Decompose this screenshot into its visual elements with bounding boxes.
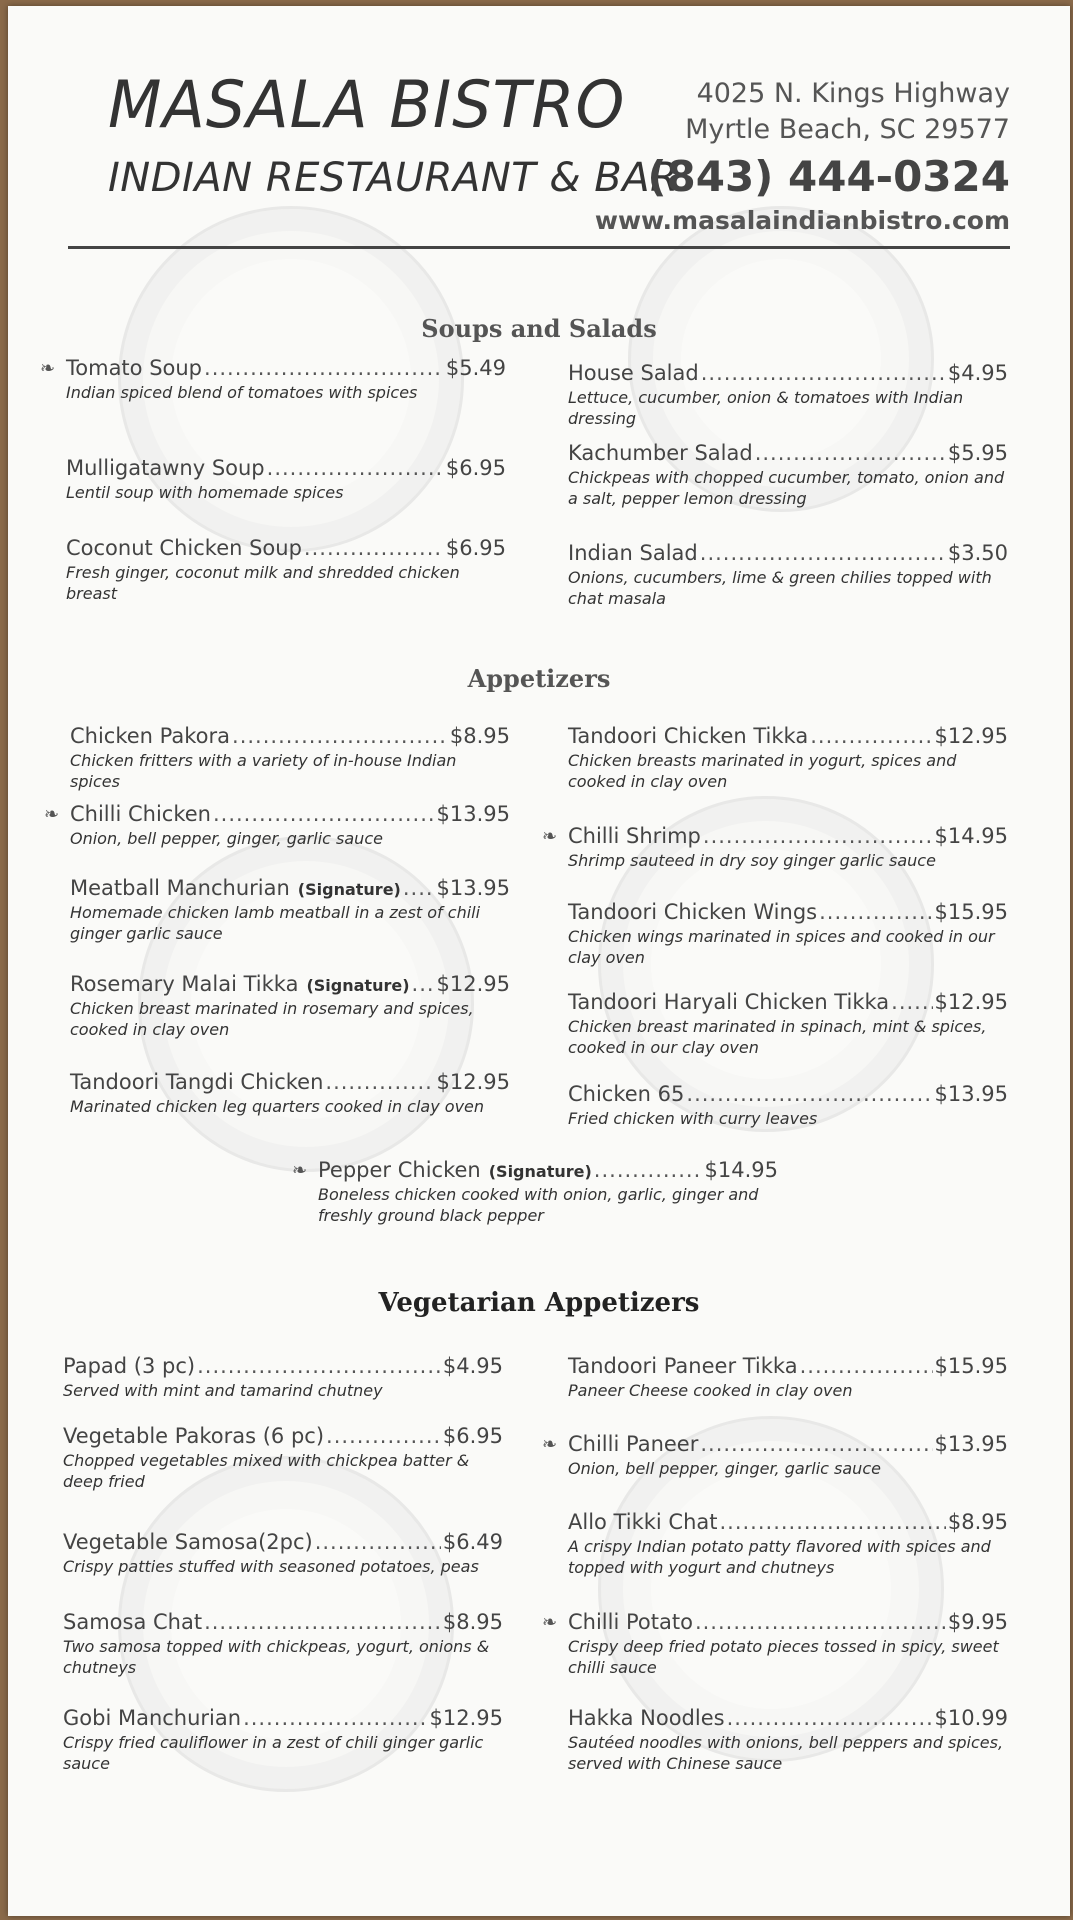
item-description: Chicken breast marinated in rosemary and spices, cooked in clay oven [70,999,474,1039]
menu-item [44,802,510,849]
item-price: $4.95 [442,1354,503,1378]
item-name: Papad (3 pc) [63,1354,196,1378]
item-name: Tandoori Tangdi Chicken [70,1070,324,1094]
menu-item [568,1354,1008,1401]
signature-tag: (Signature) [488,1162,592,1181]
menu-item [568,900,1008,968]
menu-item [292,1158,778,1226]
leader-dots [326,1424,441,1448]
menu-item [568,441,1008,509]
item-name: Tandoori Paneer Tikka [568,1354,798,1378]
item-description: Indian spiced blend of tomatoes with spices [66,383,418,402]
item-description: Chopped vegetables mixed with chickpea batter & deep fried [63,1451,470,1491]
menu-item [70,972,510,1040]
signature-tag: (Signature) [306,976,410,995]
item-name: Chicken Pakora [70,724,231,748]
item-price: $12.95 [436,1070,510,1094]
item-name: Chilli Shrimp [568,824,701,848]
leader-dots [594,1158,703,1182]
signature-tag: (Signature) [297,880,401,899]
item-price: $10.99 [934,1706,1008,1730]
menu-item [63,1530,503,1577]
chili-pepper-icon: ❧ [542,1612,558,1633]
item-description: Chicken breast marinated in spinach, mint & spices, cooked in our clay oven [568,1017,987,1057]
item-description: Crispy patties stuffed with seasoned potatoes, peas [63,1557,479,1576]
menu-item [63,1354,503,1401]
item-name: Tandoori Haryali Chicken Tikka [568,990,890,1014]
leader-dots [703,824,933,848]
leader-dots [403,876,435,900]
leader-dots [819,900,932,924]
header-divider [68,246,1010,249]
menu-item [70,724,510,792]
chili-pepper-icon: ❧ [542,826,558,847]
item-price: $13.95 [436,802,510,826]
item-name: Indian Salad [568,541,698,565]
leader-dots [755,441,946,465]
item-description: Served with mint and tamarind chutney [63,1381,383,1400]
item-name: Gobi Manchurian [63,1706,242,1730]
item-price: $12.95 [934,724,1008,748]
item-name: Pepper Chicken [318,1158,481,1182]
phone-number: (843) 444-0324 [647,152,1010,201]
item-description: Shrimp sauteed in dry soy ginger garlic sauce [568,851,936,870]
menu-item [70,876,510,944]
leader-dots [412,972,435,996]
item-price: $3.50 [947,541,1008,565]
item-price: $6.49 [442,1530,503,1554]
item-description: Onions, cucumbers, lime & green chilies topped with chat masala [568,568,992,608]
leader-dots [204,356,444,380]
item-name: Chilli Potato [568,1610,693,1634]
leader-dots [243,1706,427,1730]
leader-dots [213,802,435,826]
item-name: Coconut Chicken Soup [66,536,302,560]
website: www.masalaindianbistro.com [594,206,1010,235]
item-price: $6.95 [445,456,506,480]
item-description: Crispy fried cauliflower in a zest of chili ginger garlic sauce [63,1733,484,1773]
chili-pepper-icon: ❧ [542,1434,558,1455]
restaurant-tagline: INDIAN RESTAURANT & BAR [108,155,679,201]
item-description: Chickpeas with chopped cucumber, tomato, onion and a salt, pepper lemon dressing [568,468,1005,508]
leader-dots [891,990,932,1014]
restaurant-name: MASALA BISTRO [108,66,626,143]
leader-dots [304,536,444,560]
menu-item [568,541,1008,609]
item-description: Lentil soup with homemade spices [66,483,344,502]
address-line-2: Myrtle Beach, SC 29577 [685,114,1010,145]
item-description: Lettuce, cucumber, onion & tomatoes with Indian dressing [568,388,964,428]
brand-block [108,68,678,201]
leader-dots [727,1706,933,1730]
item-description: Onion, bell pepper, ginger, garlic sauce [568,1459,881,1478]
leader-dots [267,456,444,480]
item-description: Sautéed noodles with onions, bell peppers and spices, served with Chinese sauce [568,1733,1004,1773]
item-price: $8.95 [442,1610,503,1634]
item-name: Rosemary Malai Tikka [70,972,299,996]
menu-item [70,1070,510,1117]
item-price: $5.49 [445,356,506,380]
section-title-veg: Vegetarian Appetizers [378,1288,700,1318]
leader-dots [719,1510,945,1534]
chili-pepper-icon: ❧ [44,804,60,825]
leader-dots [810,724,932,748]
leader-dots [800,1354,933,1378]
menu-item [63,1706,503,1774]
menu-item [568,724,1008,792]
item-name: Vegetable Pakoras (6 pc) [63,1424,325,1448]
item-name: Chilli Chicken [70,802,211,826]
chili-pepper-icon: ❧ [40,358,56,379]
menu-item [568,1082,1008,1129]
address-line-1: 4025 N. Kings Highway [696,78,1010,109]
item-price: $12.95 [436,972,510,996]
item-name: Tomato Soup [66,356,203,380]
item-name: Tandoori Chicken Tikka [568,724,809,748]
leader-dots [232,724,448,748]
item-description: Marinated chicken leg quarters cooked in clay oven [70,1097,485,1116]
item-price: $8.95 [449,724,510,748]
item-price: $13.95 [436,876,510,900]
item-price: $5.95 [947,441,1008,465]
leader-dots [315,1530,441,1554]
menu-item [66,536,506,604]
menu-card [8,6,1070,1916]
item-name: House Salad [568,361,699,385]
item-price: $12.95 [934,990,1008,1014]
item-price: $6.95 [442,1424,503,1448]
item-price: $6.95 [445,536,506,560]
item-price: $15.95 [934,1354,1008,1378]
menu-item [542,824,1008,871]
leader-dots [204,1610,441,1634]
menu-item [568,990,1008,1058]
item-price: $15.95 [934,900,1008,924]
menu-item [63,1424,503,1492]
menu-item [542,1610,1008,1678]
item-name: Chilli Paneer [568,1432,699,1456]
item-name: Allo Tikki Chat [568,1510,718,1534]
item-description: Boneless chicken cooked with onion, garlic, ginger and freshly ground black pepper [318,1185,759,1225]
item-description: Chicken breasts marinated in yogurt, spices and cooked in clay oven [568,751,957,791]
menu-item [66,456,506,503]
item-description: Two samosa topped with chickpeas, yogurt, onions & chutneys [63,1637,490,1677]
menu-item [63,1610,503,1678]
item-price: $9.95 [947,1610,1008,1634]
leader-dots [197,1354,441,1378]
menu-item [568,1510,1008,1578]
leader-dots [325,1070,434,1094]
leader-dots [686,1082,932,1106]
leader-dots [701,361,946,385]
item-description: Fried chicken with curry leaves [568,1109,818,1128]
item-name: Mulligatawny Soup [66,456,265,480]
menu-item [568,361,1008,429]
item-description: A crispy Indian potato patty flavored with spices and topped with yogurt and chutneys [568,1537,991,1577]
item-description: Onion, bell pepper, ginger, garlic sauce [70,829,383,848]
menu-item [568,1706,1008,1774]
item-price: $14.95 [704,1158,778,1182]
item-price: $13.95 [934,1082,1008,1106]
item-description: Fresh ginger, coconut milk and shredded chicken breast [66,563,460,603]
item-price: $13.95 [934,1432,1008,1456]
contact-block [595,76,1010,235]
item-description: Chicken wings marinated in spices and cooked in our clay oven [568,927,995,967]
item-name: Samosa Chat [63,1610,203,1634]
menu-item [542,1432,1008,1479]
item-price: $4.95 [947,361,1008,385]
item-name: Kachumber Salad [568,441,753,465]
item-description: Homemade chicken lamb meatball in a zest of chili ginger garlic sauce [70,903,481,943]
item-description: Crispy deep fried potato pieces tossed in spicy, sweet chilli sauce [568,1637,999,1677]
item-price: $12.95 [429,1706,503,1730]
item-name: Vegetable Samosa(2pc) [63,1530,313,1554]
leader-dots [700,1432,932,1456]
section-title-appetizers: Appetizers [467,664,611,693]
item-price: $8.95 [947,1510,1008,1534]
item-price: $14.95 [934,824,1008,848]
leader-dots [695,1610,946,1634]
item-name: Chicken 65 [568,1082,685,1106]
leader-dots [700,541,946,565]
item-name: Tandoori Chicken Wings [568,900,818,924]
section-title-soups: Soups and Salads [421,314,657,343]
item-description: Chicken fritters with a variety of in-house Indian spices [70,751,457,791]
chili-pepper-icon: ❧ [292,1160,308,1181]
item-name: Hakka Noodles [568,1706,725,1730]
item-description: Paneer Cheese cooked in clay oven [568,1381,853,1400]
item-name: Meatball Manchurian [70,876,290,900]
menu-item [40,356,506,403]
